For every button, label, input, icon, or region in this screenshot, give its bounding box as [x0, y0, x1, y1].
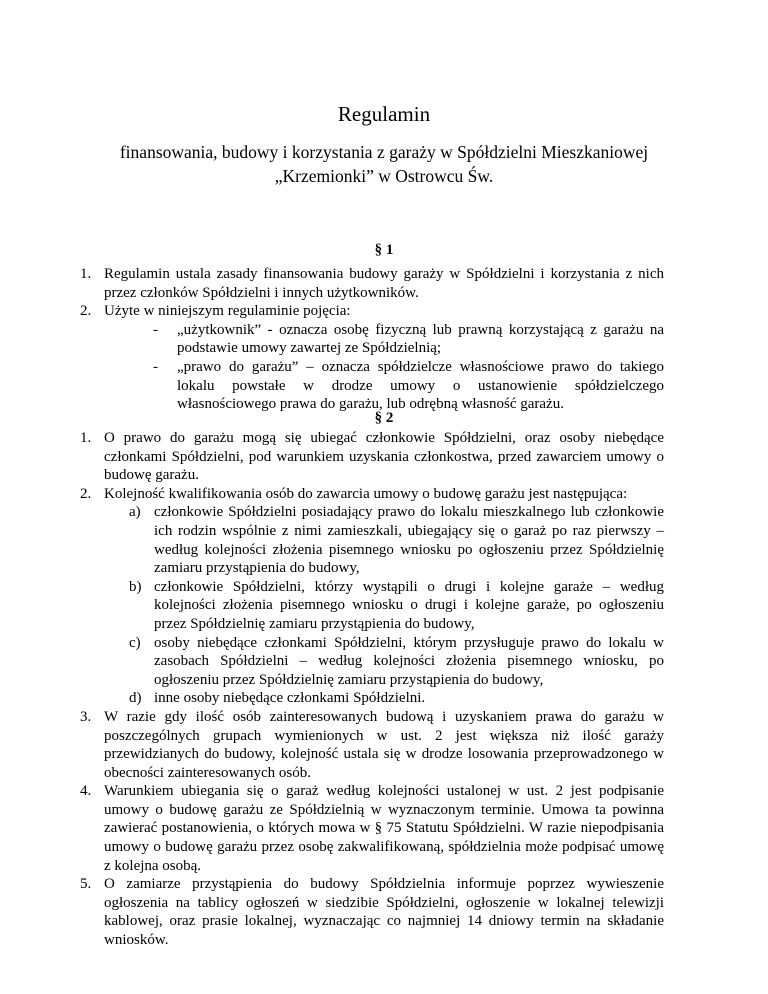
definition-text: „użytkownik” - oznacza osobę fizyczną lub prawną korzystającą z garażu na podstawie umowy zawartej ze Spółdzielnią; — [177, 321, 664, 357]
section-1-heading: § 1 — [374, 242, 394, 258]
sub-item-letter: d) — [129, 690, 142, 707]
subtitle-line-1: finansowania, budowy i korzystania z garaży w Spółdzielni Mieszkaniowej — [119, 142, 649, 162]
item-text: O prawo do garażu mogą się ubiegać członkowie Spółdzielni, oraz osoby niebędące członkami Spółdzielni, pod warunkiem uzyskania członkostwa, przed zawarciem umowy o budowę garażu. — [104, 430, 664, 484]
definitions-list — [153, 321, 664, 414]
item-text: Warunkiem ubiegania się o garaż według kolejności ustalonej w ust. 2 jest podpisanie umowy o budowę garażu ze Spółdzielnią w wyznaczonym terminie. Umowa ta powinna zawierać postanowienia, o których mowa w § 75 Statutu Spółdzielni. W razie niepodpisania umowy o budowę garażu przez osobę zakwalifikowaną, spółdzielnia może podpisać umowę z kolejna osobą. — [104, 783, 664, 874]
sub-item-c — [129, 634, 664, 690]
definition-item — [153, 321, 664, 358]
item-number: 2. — [80, 485, 92, 502]
item-text: Regulamin ustala zasady finansowania budowy garaży w Spółdzielni i korzystania z nich przez członków Spółdzielni i innych użytkowników. — [104, 266, 664, 301]
sub-item-d — [129, 689, 664, 708]
item-number: 3. — [80, 708, 92, 725]
sub-item-text: członkowie Spółdzielni posiadający prawo do lokalu mieszkalnego lub członkowie ich rodzin wspólnie z nimi zamieszkali, ubiegający się o garaż po raz pierwszy – według kolejności złożenia pisemnego wniosku po ogłoszeniu przez Spółdzielnię zamiaru przystąpienia do budowy, — [154, 504, 664, 577]
section-2-item-3 — [80, 708, 664, 782]
section-1-body — [80, 265, 664, 414]
section-2-item-5 — [80, 875, 664, 949]
dash-marker: - — [153, 321, 158, 338]
document-subtitle — [100, 140, 668, 188]
section-1-item-2 — [80, 302, 664, 321]
item-number: 1. — [80, 430, 92, 446]
item-number: 2. — [80, 303, 92, 320]
item-number: 4. — [80, 783, 92, 800]
section-2-heading: § 2 — [374, 410, 394, 426]
document-title: Regulamin — [337, 102, 431, 126]
item-text: Użyte w niniejszym regulaminie pojęcia: — [104, 303, 351, 320]
section-2-body — [80, 429, 664, 950]
sub-item-letter: b) — [129, 578, 142, 595]
section-1-item-1 — [80, 265, 664, 302]
sub-item-b — [129, 578, 664, 634]
section-2-item-2 — [80, 485, 664, 504]
item-text: O zamiarze przystąpienia do budowy Spółdzielnia informuje poprzez wywieszenie ogłoszenia na tablicy ogłoszeń w siedzibie Spółdzielni, ogłoszenie w lokalnej telewizji kablowej, oraz prasie lokalnej, wyznaczając co najmniej 14 dniowy termin na składanie wniosków. — [104, 876, 664, 949]
dash-marker: - — [153, 358, 158, 375]
item-text: Kolejność kwalifikowania osób do zawarcia umowy o budowę garażu jest następująca: — [104, 485, 628, 502]
sub-item-text: inne osoby niebędące członkami Spółdzielni. — [154, 690, 426, 707]
section-2-item-1 — [80, 429, 664, 485]
sub-item-letter: a) — [129, 504, 141, 521]
section-2-item-4 — [80, 782, 664, 875]
item-number: 5. — [80, 876, 92, 893]
item-text: W razie gdy ilość osób zainteresowanych budową i uzyskaniem prawa do garażu w poszczególnych grupach wymienionych w ust. 2 jest większa niż ilość garaży przewidzianych do budowy, kolejność ustala się w drodze losowania przeprowadzonego w obecności zainteresowanych osób. — [104, 708, 664, 781]
sub-item-text: członkowie Spółdzielni, którzy wystąpili o drugi i kolejne garaże – według kolejności złożenia pisemnego wniosku o drugi i kolejne garaże, po ogłoszeniu przez Spółdzielnię zamiaru przystąpienia do budowy, — [154, 578, 664, 632]
sub-item-a — [129, 503, 664, 577]
sub-item-text: osoby niebędące członkami Spółdzielni, którym przysługuje prawo do lokalu w zasobach Spółdzielni – według kolejności złożenia pisemnego wniosku, po ogłoszeniu przez Spółdzielnię zamiaru przystąpienia do budowy, — [154, 634, 664, 688]
sub-item-letter: c) — [129, 634, 141, 651]
item-number: 1. — [80, 266, 92, 282]
definition-text: „prawo do garażu” – oznacza spółdzielcze własnościowe prawo do takiego lokalu powstałe w drodze umowy o ustanowienie spółdzielczego własnościowego prawa do garażu, lub odrębną własność garażu. — [177, 358, 664, 413]
subtitle-line-2: „Krzemionki” w Ostrowcu Św. — [274, 166, 494, 186]
definition-item — [153, 358, 664, 414]
